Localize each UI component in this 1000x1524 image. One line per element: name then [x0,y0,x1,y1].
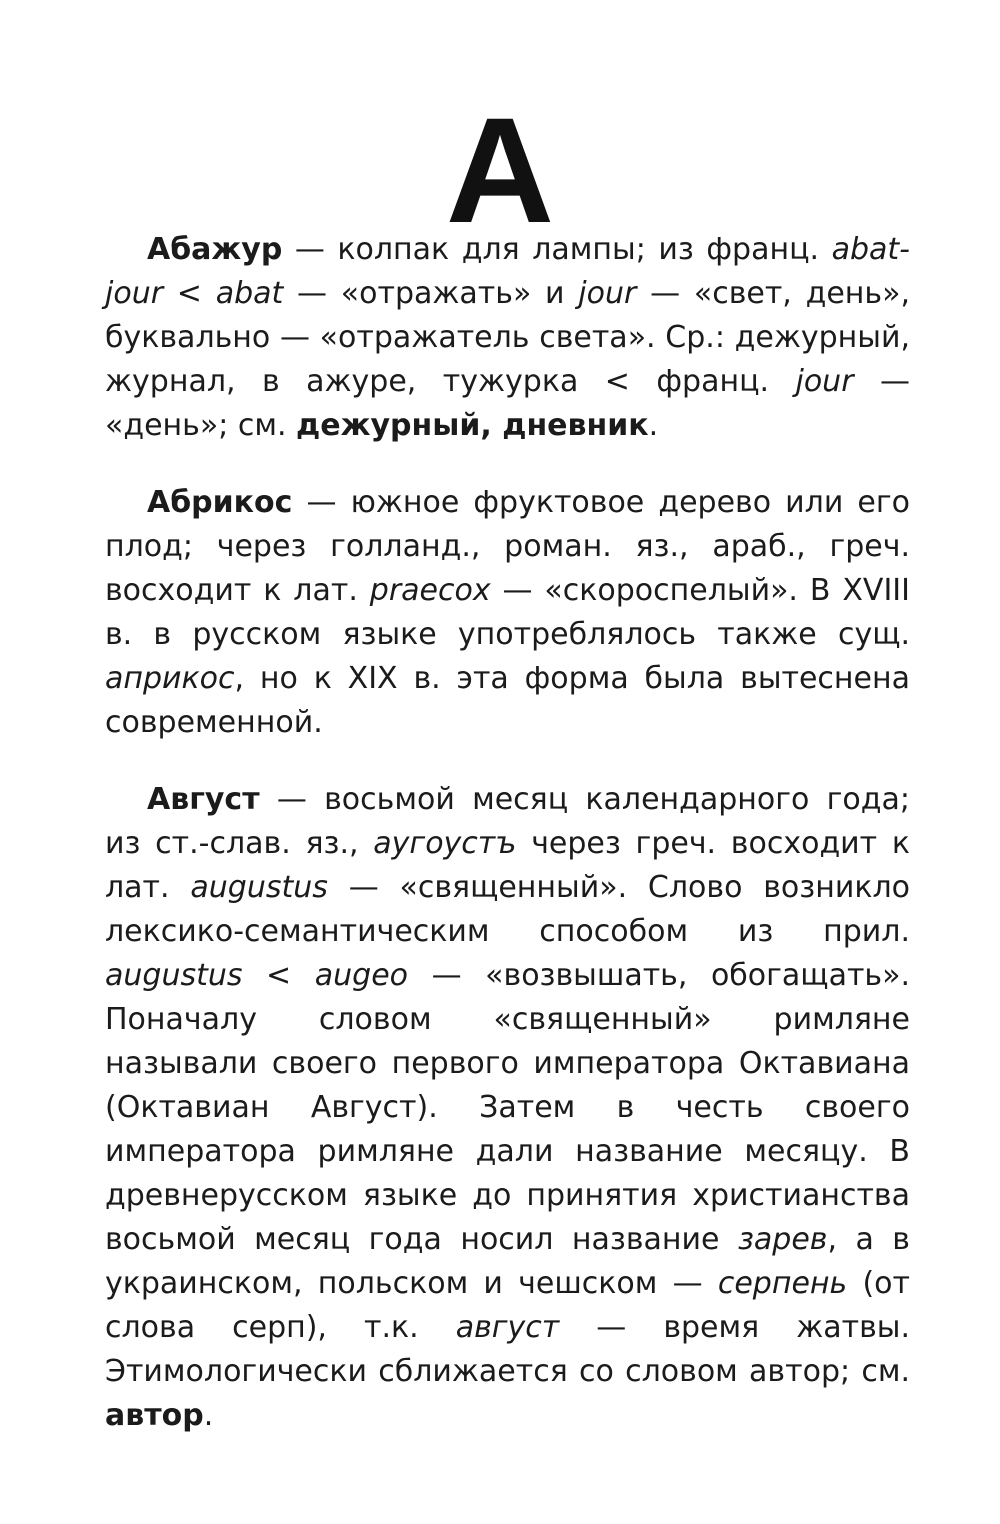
entry-text: — колпак для лампы; из франц. [282,232,832,267]
foreign-word: зарев [737,1222,828,1257]
foreign-word: praecox [369,573,491,608]
foreign-word: augustus [190,870,328,905]
entry-abrikos [105,481,910,745]
headword: Абрикос [147,485,293,520]
entry-text: < [242,958,315,993]
foreign-word: augeo [314,958,409,993]
entry-text: — восьмой месяц календарного года; из ст.-слав. яз., [105,782,910,861]
foreign-word: jour [578,276,637,311]
entry-text: (от слова серп), т.к. [105,1266,910,1345]
entry-text: < [163,276,216,311]
entry-text: — «свет, день», буквально — «отражатель света». Ср.: дежурный, журнал, в ажуре, тужурка < франц. [105,276,910,399]
headword: Абажур [147,232,283,267]
cross-reference: дежурный, дневник [296,408,649,443]
foreign-word: jour [795,364,854,399]
cross-reference: автор [105,1398,204,1433]
entry-abazhur [105,228,910,448]
entry-text: — «возвышать, обогащать». Поначалу словом «священный» римляне называли своего первого императора Октавиана (Октавиан Август). Затем в честь своего императора римляне дали название месяцу. В древнерусском языке до принятия христианства восьмой месяц года носил название [105,958,910,1257]
entry-text: — «священный». Слово возникло лексико-семантическим способом из прил. [105,870,911,949]
entry-text: — «скороспелый». В XVIII в. в русском языке употреблялось также сущ. [105,573,910,652]
entry-text: , а в украинском, польском и чешском — [105,1222,910,1301]
foreign-word: abat [215,276,284,311]
foreign-word: augustus [105,958,243,993]
foreign-word: аугоустъ [373,826,517,861]
foreign-word: abat-jour [105,232,910,311]
headword: Август [147,782,260,817]
foreign-word: априкос [105,661,235,696]
entry-text: . [648,408,659,443]
entries-list [105,228,910,1438]
entry-text: — «день»; см. [105,364,910,443]
section-letter: А [445,86,555,254]
entry-text: — «отражать» и [283,276,579,311]
entry-avgust [105,778,910,1438]
entry-text: — южное фруктовое дерево или его плод; через голланд., роман. яз., араб., греч. восходит к лат. [105,485,910,608]
entry-text: . [203,1398,214,1433]
entry-text: , но к XIX в. эта форма была вытеснена современной. [105,661,910,740]
entry-text: — время жатвы. Этимологически сближается со словом автор; см. [105,1310,910,1389]
foreign-word: август [455,1310,560,1345]
foreign-word: серпень [717,1266,848,1301]
entry-text: через греч. восходит к лат. [105,826,910,905]
